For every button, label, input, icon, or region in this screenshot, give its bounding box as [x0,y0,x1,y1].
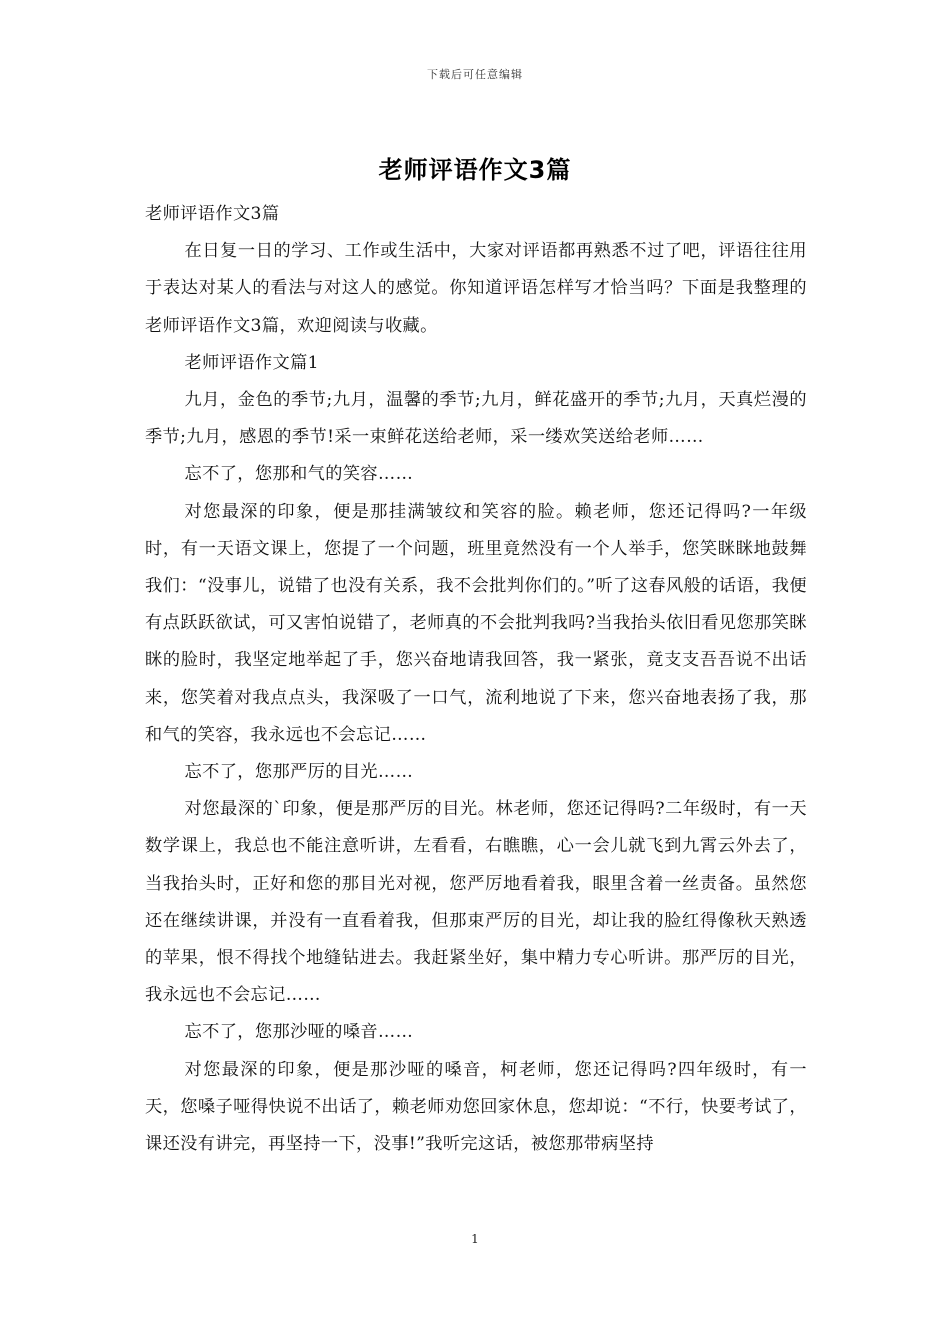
body-paragraph: 对您最深的印象，便是那挂满皱纹和笑容的脸。赖老师，您还记得吗?一年级时，有一天语文课上，您提了一个问题，班里竟然没有一个人举手，您笑眯眯地鼓舞我们：“没事儿，说错了也没有关系，我不会批判你们的。”听了这春风般的话语，我便有点跃跃欲试，可又害怕说错了，老师真的不会批判我吗?当我抬头依旧看见您那笑眯眯的脸时，我坚定地举起了手，您兴奋地请我回答，我一紧张，竟支支吾吾说不出话来，您笑着对我点点头，我深吸了一口气，流利地说了下来，您兴奋地表扬了我，那和气的笑容，我永远也不会忘记…… [145,501,807,745]
body-paragraph: 忘不了，您那严厉的目光…… [184,762,414,783]
header-note: 下载后可任意编辑 [427,68,523,81]
body-paragraph: 忘不了，您那和气的笑容…… [184,464,414,485]
section-heading: 老师评语作文篇1 [184,352,319,373]
body-paragraph: 对您最深的`印象，便是那严厉的目光。林老师，您还记得吗?二年级时，有一天数学课上，我总也不能注意听讲，左看看，右瞧瞧，心一会儿就飞到九霄云外去了，当我抬头时，正好和您的那目光对视，您严厉地看着我，眼里含着一丝责备。虽然您还在继续讲课，并没有一直看着我，但那束严厉的目光，却让我的脸红得像秋天熟透的苹果，恨不得找个地缝钻进去。我赶紧坐好，集中精力专心听讲。那严厉的目光，我永远也不会忘记…… [145,799,807,1006]
body-paragraph: 对您最深的印象，便是那沙哑的嗓音，柯老师，您还记得吗?四年级时，有一天，您嗓子哑得快说不出话了，赖老师劝您回家休息，您却说：“不行，快要考试了，课还没有讲完，再坚持一下，没事!”我听完这话，被您那带病坚持 [145,1059,807,1155]
document-title: 老师评语作文3篇 [378,156,572,184]
subtitle-line: 老师评语作文3篇 [145,204,280,224]
page-number: 1 [471,1232,479,1246]
document-body [145,196,807,1163]
body-paragraph: 忘不了，您那沙哑的嗓音…… [184,1022,414,1043]
intro-paragraph: 在日复一日的学习、工作或生活中，大家对评语都再熟悉不过了吧，评语往往用于表达对某人的看法与对这人的感觉。你知道评语怎样写才恰当吗？下面是我整理的老师评语作文3篇，欢迎阅读与收藏。 [145,241,807,336]
body-paragraph: 九月，金色的季节;九月，温馨的季节;九月，鲜花盛开的季节;九月，天真烂漫的季节;九月，感恩的季节!采一束鲜花送给老师，采一缕欢笑送给老师…… [145,390,807,448]
